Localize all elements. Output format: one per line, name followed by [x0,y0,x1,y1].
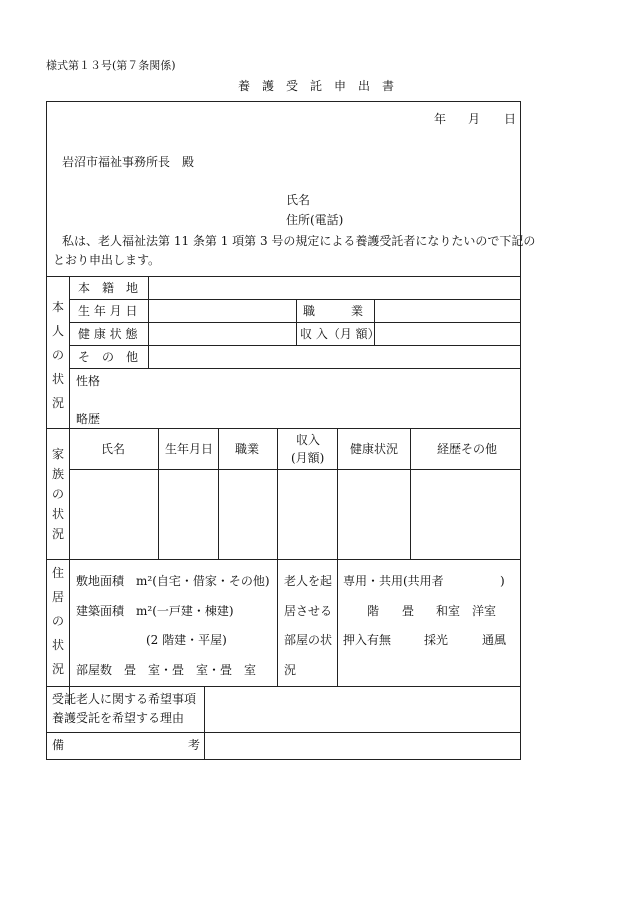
date-day: 日 [504,112,517,126]
family-header-birthdate: 生年月日 [165,442,214,456]
building-area: 建築面積 m²(一戸建・棟建) [76,604,234,618]
family-header-occupation: 職業 [235,442,260,456]
personality-label: 性格 [76,374,101,388]
japanese-room: 和室 [436,604,461,618]
family-header-income-1: 収入 [296,433,321,447]
remarks-label-right: 考 [188,738,201,752]
self-side-label: 本 人 の 状 況 [51,300,64,410]
occupation-label: 職 業 [303,304,364,318]
remarks-label-left: 備 [52,738,65,752]
elder-room-label-4: 況 [284,663,297,677]
family-header-income-2: (月額) [291,451,325,465]
wishes-label: 受託老人に関する希望事項 [52,692,197,706]
rooms: 部屋数 畳 室・畳 室・畳 室 [76,663,257,677]
family-header-health: 健康状況 [350,442,399,456]
family-header-history: 経歴その他 [437,442,498,456]
date-year: 年 [434,112,447,126]
elder-room-label-1: 老人を起 [284,574,333,588]
elder-room-label-3: 部屋の状 [284,633,333,647]
closet: 押入有無 [343,633,392,647]
floors: (2 階建・平屋) [146,633,227,647]
birthdate-label: 生 年 月 日 [78,304,138,318]
private-shared-close: ) [500,574,505,588]
statement-line-2: とおり申出します。 [53,253,161,267]
housing-side-label: 住 居 の 状 況 [51,566,64,676]
form-title: 養 護 受 託 申 出 書 [238,79,395,93]
western-room: 洋室 [472,604,497,618]
applicant-name-label: 氏名 [286,193,311,207]
tatami: 畳 [402,604,415,618]
ventilation: 通風 [482,633,507,647]
other-label: そ の 他 [78,350,139,364]
date-month: 月 [468,112,481,126]
family-header-name: 氏名 [101,442,126,456]
income-label: 収 入（月 額） [300,327,380,341]
addressee: 岩沼市福祉事務所長 殿 [62,155,195,169]
reason-label: 養護受託を希望する理由 [52,711,185,725]
domicile-label: 本 籍 地 [78,281,139,295]
form-number: 様式第１３号(第７条関係) [46,59,176,72]
health-label: 健 康 状 態 [78,327,138,341]
applicant-address-label: 住所(電話) [286,213,344,227]
private-shared: 専用・共用(共用者 [343,574,444,588]
lighting: 採光 [424,633,449,647]
history-label: 略歴 [76,412,101,426]
elder-room-label-2: 居させる [284,604,333,618]
site-area: 敷地面積 m²(自宅・借家・その他) [76,574,270,588]
statement-line-1: 私は、老人福祉法第 11 条第 1 項第 3 号の規定による養護受託者になりたいので下記の [62,234,536,248]
floor-level: 階 [367,604,380,618]
family-side-label: 家 族 の 状 況 [51,447,64,541]
